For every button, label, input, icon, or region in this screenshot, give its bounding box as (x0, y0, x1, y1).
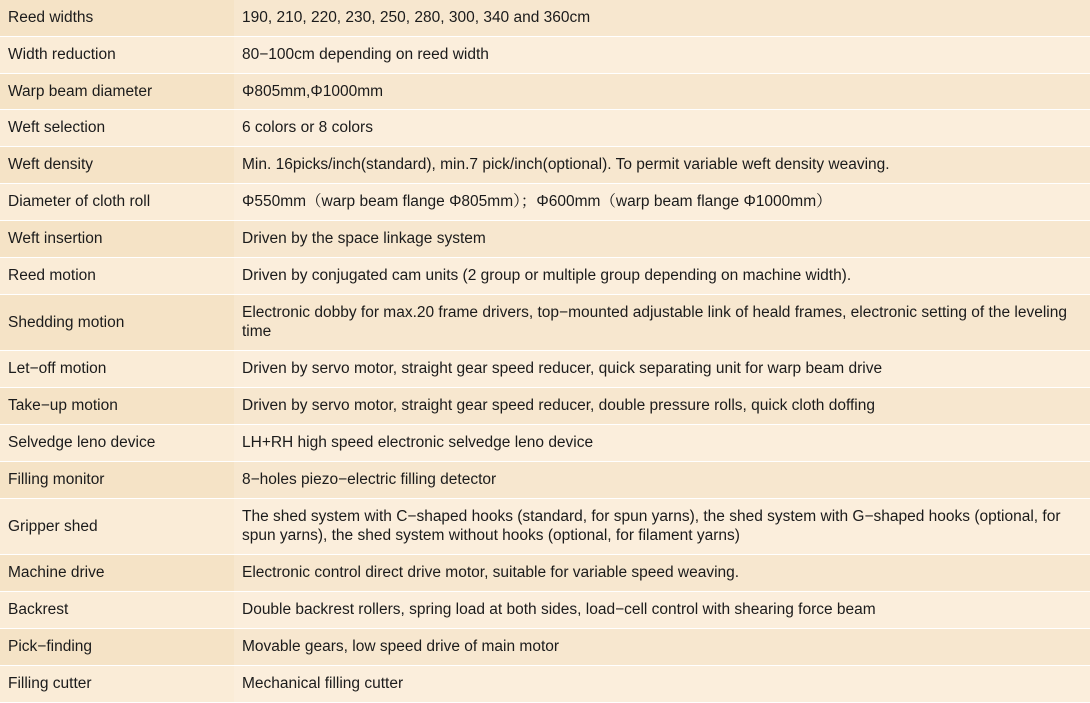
spec-value-cell: 190, 210, 220, 230, 250, 280, 300, 340 and 360cm (234, 0, 1090, 36)
spec-value-cell: Movable gears, low speed drive of main motor (234, 628, 1090, 665)
spec-value-cell: Driven by servo motor, straight gear speed reducer, quick separating unit for warp beam drive (234, 351, 1090, 388)
table-row (0, 461, 1090, 498)
spec-label-cell: Width reduction (0, 36, 234, 73)
table-row (0, 147, 1090, 184)
spec-value-cell: Mechanical filling cutter (234, 665, 1090, 702)
spec-value-cell: Electronic control direct drive motor, suitable for variable speed weaving. (234, 555, 1090, 592)
table-row (0, 73, 1090, 110)
spec-value-cell: Min. 16picks/inch(standard), min.7 pick/inch(optional). To permit variable weft density weaving. (234, 147, 1090, 184)
spec-label-cell: Diameter of cloth roll (0, 184, 234, 221)
table-row (0, 184, 1090, 221)
spec-label-cell: Weft selection (0, 110, 234, 147)
spec-label-cell: Let−off motion (0, 351, 234, 388)
table-row (0, 424, 1090, 461)
spec-label-cell: Reed widths (0, 0, 234, 36)
spec-value-cell: Driven by the space linkage system (234, 220, 1090, 257)
spec-label-cell: Shedding motion (0, 294, 234, 351)
spec-label-cell: Weft density (0, 147, 234, 184)
spec-label-cell: Filling cutter (0, 665, 234, 702)
spec-label-cell: Backrest (0, 592, 234, 629)
table-row (0, 592, 1090, 629)
spec-value-cell: The shed system with C−shaped hooks (standard, for spun yarns), the shed system with G−shaped hooks (optional, for spun yarns), the shed system without hooks (optional, for filament yarns) (234, 498, 1090, 555)
spec-label-cell: Selvedge leno device (0, 424, 234, 461)
spec-value-cell: Double backrest rollers, spring load at both sides, load−cell control with shearing force beam (234, 592, 1090, 629)
spec-value-cell: LH+RH high speed electronic selvedge leno device (234, 424, 1090, 461)
spec-value-cell: 80−100cm depending on reed width (234, 36, 1090, 73)
spec-value-cell: 8−holes piezo−electric filling detector (234, 461, 1090, 498)
table-row (0, 351, 1090, 388)
table-row (0, 665, 1090, 702)
spec-value-cell: Electronic dobby for max.20 frame drivers, top−mounted adjustable link of heald frames, electronic setting of the leveling time (234, 294, 1090, 351)
table-row (0, 628, 1090, 665)
spec-label-cell: Gripper shed (0, 498, 234, 555)
spec-label-cell: Warp beam diameter (0, 73, 234, 110)
table-row (0, 36, 1090, 73)
spec-label-cell: Machine drive (0, 555, 234, 592)
table-row (0, 110, 1090, 147)
spec-label-cell: Weft insertion (0, 220, 234, 257)
spec-value-cell: Φ805mm,Φ1000mm (234, 73, 1090, 110)
table-row (0, 555, 1090, 592)
spec-label-cell: Pick−finding (0, 628, 234, 665)
spec-value-cell: Driven by conjugated cam units (2 group or multiple group depending on machine width). (234, 257, 1090, 294)
table-row (0, 294, 1090, 351)
table-row (0, 0, 1090, 36)
table-row (0, 388, 1090, 425)
spec-value-cell: 6 colors or 8 colors (234, 110, 1090, 147)
spec-value-cell: Driven by servo motor, straight gear speed reducer, double pressure rolls, quick cloth doffing (234, 388, 1090, 425)
spec-value-cell: Φ550mm（warp beam flange Φ805mm）；Φ600mm（warp beam flange Φ1000mm） (234, 184, 1090, 221)
spec-label-cell: Reed motion (0, 257, 234, 294)
table-row (0, 220, 1090, 257)
spec-label-cell: Take−up motion (0, 388, 234, 425)
table-row (0, 257, 1090, 294)
spec-label-cell: Filling monitor (0, 461, 234, 498)
table-row (0, 498, 1090, 555)
